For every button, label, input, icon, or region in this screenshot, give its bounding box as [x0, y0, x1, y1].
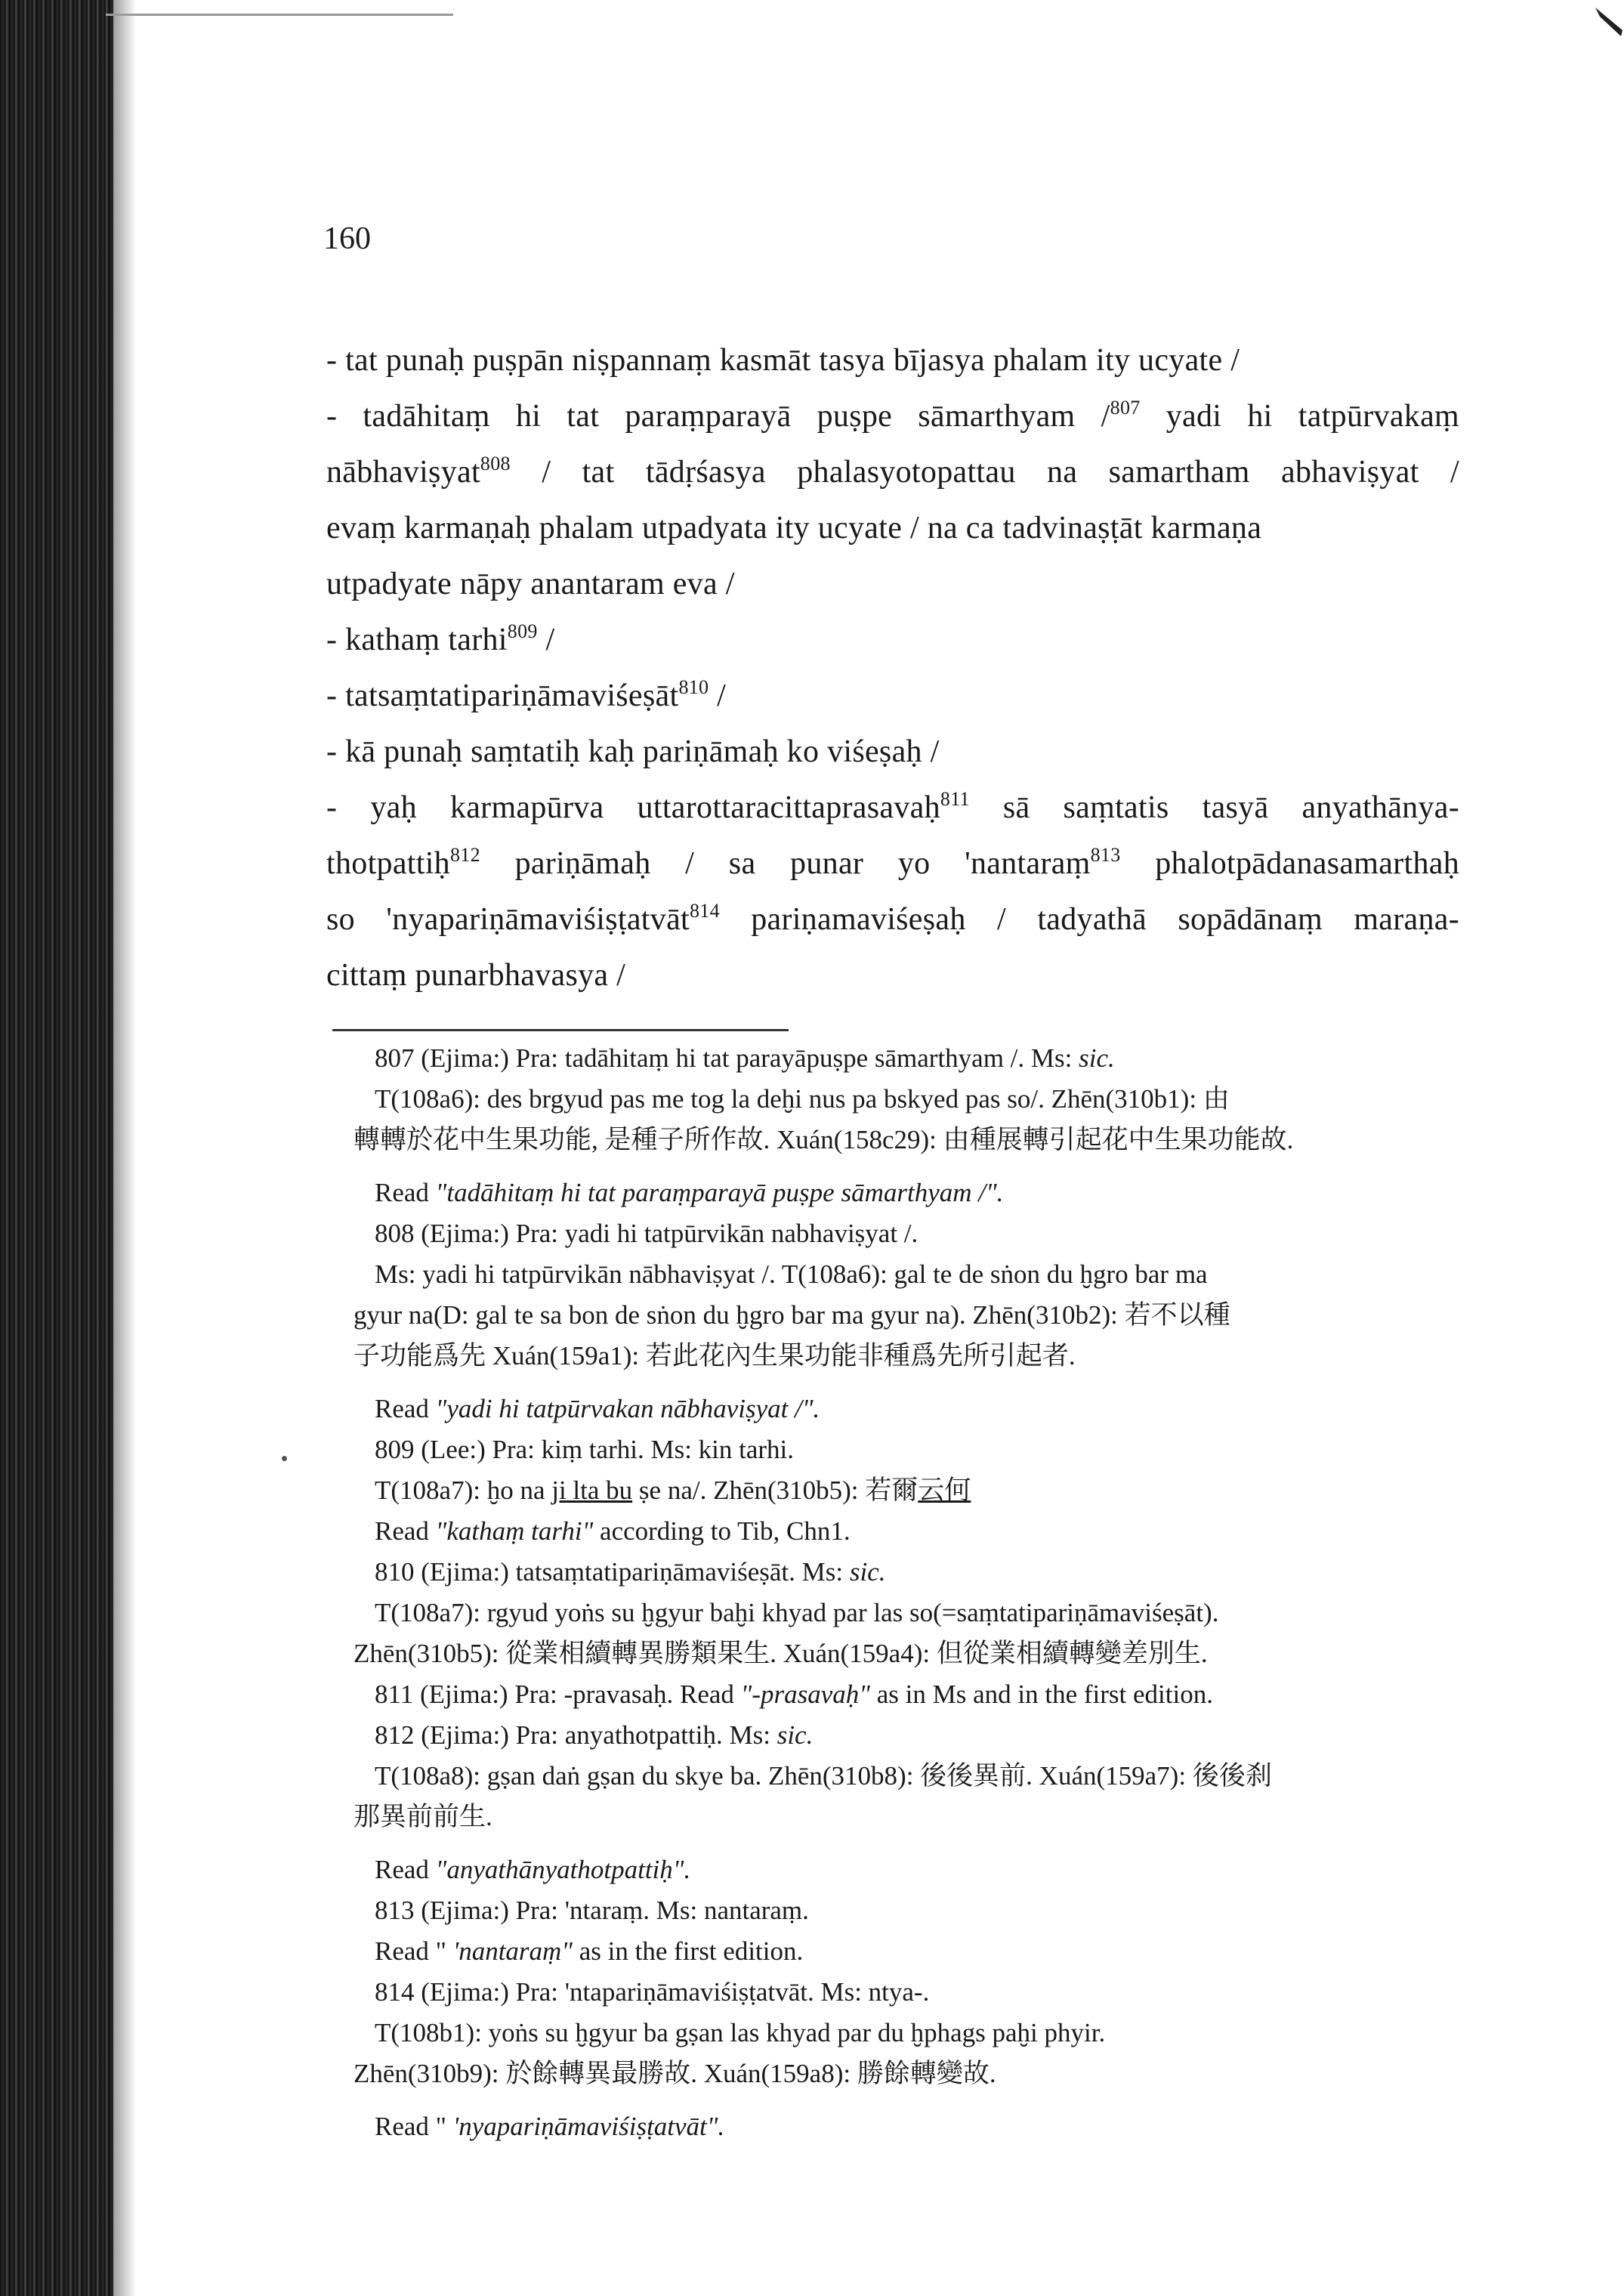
footnote-line: Zhēn(310b9): 於餘轉異最勝故. Xuán(159a8): 勝餘轉變故.	[354, 2059, 996, 2088]
main-line: - yaḥ karmapūrva uttarottaracittaprasavaḥ$^{811}$ sā saṃtatis tasyā anyathānya-	[326, 788, 1459, 825]
main-line: utpadyate nāpy anantaram eva /	[326, 567, 735, 601]
footnote-line: 轉轉於花中生果功能, 是種子所作故. Xuán(158c29): 由種展轉引起花中生果功能故.	[354, 1125, 1294, 1154]
footnote-ref: 812	[450, 844, 480, 866]
footnote-line: 814 (Ejima:) Pra: 'ntapariṇāmaviśiṣṭatvāt. Ms: ntya-.	[375, 1977, 930, 2007]
main-line: nābhaviṣyat$^{808}$ / tat tādṛśasya phalasyotopattau na samartham abhaviṣyat /	[326, 453, 1459, 490]
footnote-line: 808 (Ejima:) Pra: yadi hi tatpūrvikān nabhaviṣyat /.	[375, 1219, 919, 1248]
footnote-line: 807 (Ejima:) Pra: tadāhitaṃ hi tat parayāpuṣpe sāmarthyam /. Ms: sic.	[375, 1043, 1115, 1073]
footnote-line: Ms: yadi hi tatpūrvikān nābhaviṣyat /. T(108a6): gal te de sṅon du ḫgro bar ma	[375, 1259, 1208, 1289]
footnote-line: 那異前前生.	[354, 1802, 492, 1831]
footnote-line: Read "yadi hi tatpūrvakan nābhaviṣyat /".	[375, 1394, 820, 1423]
main-line: - kathaṃ tarhi$^{809}$ /	[326, 620, 555, 657]
main-line: cittaṃ punarbhavasya /	[326, 958, 626, 993]
footnote-line: T(108a8): gṣan daṅ gṣan du skye ba. Zhēn(310b8): 後後異前. Xuán(159a7): 後後刹	[375, 1761, 1272, 1791]
footnote-ref: 809	[507, 620, 538, 642]
footnote-line: Zhēn(310b5): 從業相續轉異勝類果生. Xuán(159a4): 但從業相續轉變差別生.	[354, 1639, 1208, 1668]
main-line: thotpattiḥ$^{812}$ pariṇāmaḥ / sa punar yo 'nantaraṃ$^{813}$ phalotpādanasamarthaḥ	[326, 844, 1459, 881]
footnote-rule	[332, 1029, 789, 1031]
main-line: so 'nyapariṇāmaviśiṣṭatvāt$^{814}$ pariṇamaviśeṣaḥ / tadyathā sopādānaṃ maraṇa-	[326, 900, 1460, 937]
footnote-ref: 814	[689, 900, 720, 922]
stray-mark	[282, 1456, 287, 1461]
footnote-ref: 810	[678, 676, 709, 698]
footnote-line: 812 (Ejima:) Pra: anyathotpattiḥ. Ms: sic.	[375, 1720, 814, 1750]
page-top-edge	[106, 14, 453, 16]
footnote-line: T(108a7): ḫo na ji lta bu ṣe na/. Zhēn(310b5): 若爾云何	[375, 1476, 971, 1505]
footnote-ref: 811	[940, 788, 970, 810]
main-line: - tat punaḥ puṣpān niṣpannaṃ kasmāt tasya bījasya phalam ity ucyate /	[326, 343, 1240, 378]
footnote-ref: 813	[1090, 844, 1121, 866]
main-text	[326, 332, 1459, 1003]
page-corner-mark	[1594, 0, 1624, 53]
footnote-line: 809 (Lee:) Pra: kiṃ tarhi. Ms: kin tarhi.	[375, 1435, 795, 1464]
footnote-line: T(108a6): des brgyud pas me tog la deḫi nus pa bskyed pas so/. Zhēn(310b1): 由	[375, 1084, 1230, 1114]
footnote-line: 子功能爲先 Xuán(159a1): 若此花內生果功能非種爲先所引起者.	[354, 1341, 1076, 1370]
page-number: 160	[323, 221, 371, 256]
footnote-line: 811 (Ejima:) Pra: -pravasaḥ. Read "-prasavaḥ" as in Ms and in the first edition.	[375, 1680, 1213, 1709]
footnote-line: Read "tadāhitaṃ hi tat paraṃparayā puṣpe sāmarthyam /".	[375, 1178, 1004, 1207]
footnote-line: T(108a7): rgyud yoṅs su ḫgyur baḫi khyad par las so(=saṃtatipariṇāmaviśeṣāt).	[375, 1598, 1219, 1627]
main-line: - tatsaṃtatipariṇāmaviśeṣāt$^{810}$ /	[326, 676, 727, 713]
main-line: evaṃ karmaṇaḥ phalam utpadyata ity ucyate / na ca tadvinaṣṭāt karmaṇa	[326, 511, 1262, 545]
footnote-line: Read "kathaṃ tarhi" according to Tib, Chn1.	[375, 1516, 851, 1546]
footnote-ref: 808	[480, 453, 511, 474]
footnote-line: Read " 'nyapariṇāmaviśiṣṭatvāt".	[375, 2112, 725, 2141]
main-line: - tadāhitaṃ hi tat paraṃparayā puṣpe sāmarthyam /$^{807}$ yadi hi tatpūrvakaṃ	[326, 397, 1460, 434]
footnotes	[354, 1038, 1409, 2147]
footnote-line: 813 (Ejima:) Pra: 'ntaraṃ. Ms: nantaraṃ.	[375, 1896, 809, 1925]
footnote-line: 810 (Ejima:) tatsaṃtatipariṇāmaviśeṣāt. Ms: sic.	[375, 1557, 886, 1587]
gutter-shadow	[113, 0, 136, 2296]
book-binding-shadow	[0, 0, 113, 2296]
footnote-line: T(108b1): yoṅs su ḫgyur ba gṣan las khyad par du ḫphags paḫi phyir.	[375, 2018, 1106, 2047]
main-line: - kā punaḥ saṃtatiḥ kaḥ pariṇāmaḥ ko viśeṣaḥ /	[326, 734, 940, 769]
footnote-line: gyur na(D: gal te sa bon de sṅon du ḫgro bar ma gyur na). Zhēn(310b2): 若不以種	[354, 1300, 1230, 1330]
footnote-ref: 807	[1110, 397, 1141, 419]
footnote-line: Read "anyathānyathotpattiḥ".	[375, 1855, 691, 1884]
footnote-line: Read " 'nantaraṃ" as in the first edition.	[375, 1936, 804, 1966]
